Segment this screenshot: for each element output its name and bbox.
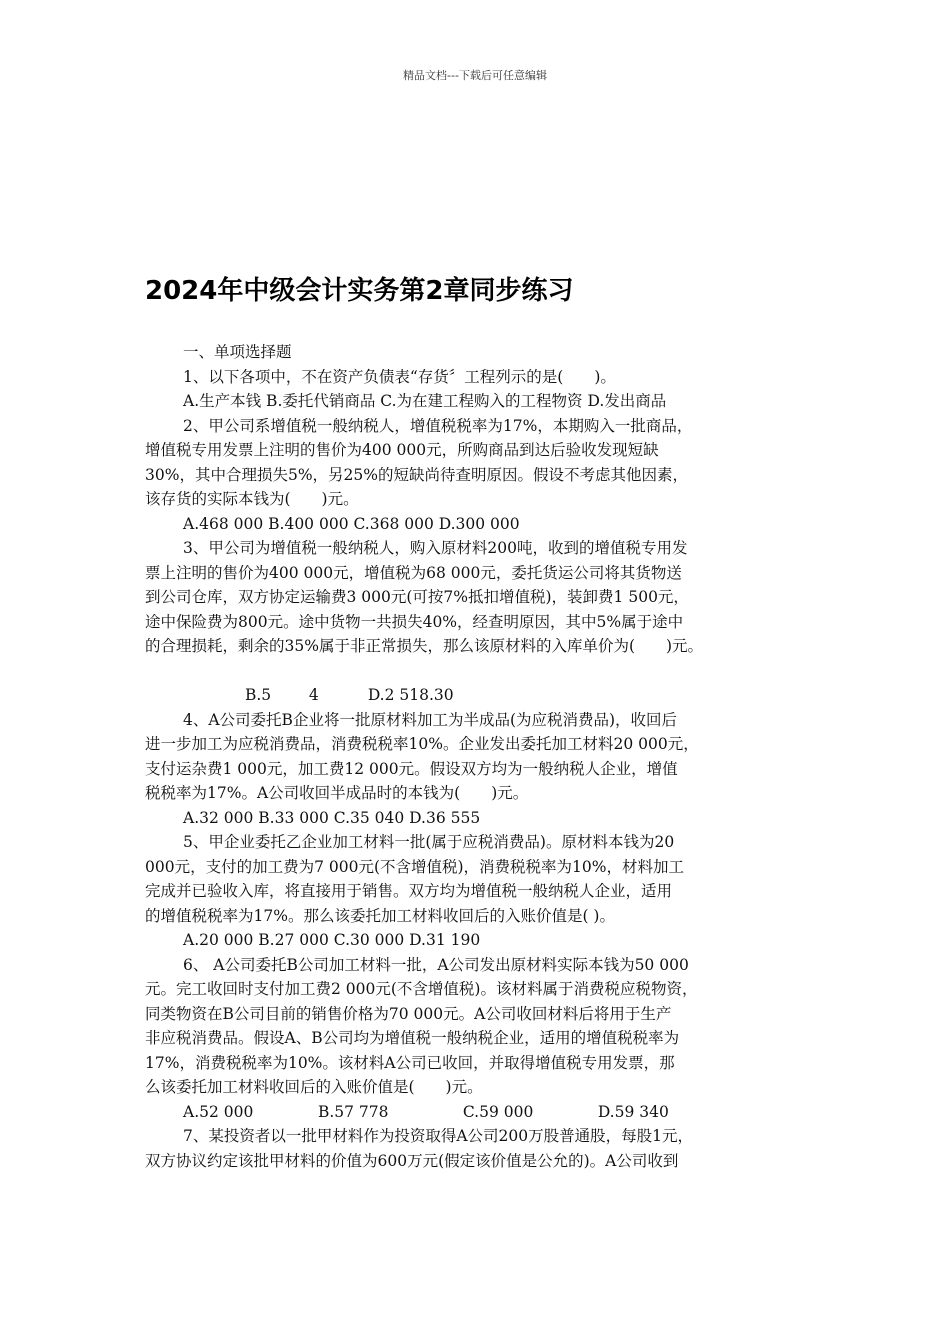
text-line: 5、甲企业委托乙企业加工材料一批(属于应税消费品)。原材料本钱为20 [183,833,675,851]
text-line: 进一步加工为应税消费品，消费税税率10%。企业发出委托加工材料20 000元， [145,735,699,753]
q3-option: 4 [308,686,319,704]
q3-options [145,683,825,708]
text-line: 双方协议约定该批甲材料的价值为600万元(假定该价值是公允的)。A公司收到 [145,1151,679,1170]
q6-options [145,1100,825,1125]
document-title: 2024年中级会计实务第2章同步练习 [145,276,574,306]
q3-option: D.2 518.30 [367,686,454,704]
text-line: 么该委托加工材料收回后的入账价值是( )元。 [145,1078,483,1096]
text-line: 000元，支付的加工费为7 000元(不含增值税)，消费税税率为10%，材料加工 [145,857,685,876]
text-line: 税税率为17%。A公司收回半成品时的本钱为( )元。 [145,784,529,802]
document-body [145,340,825,1173]
text-line: 30%，其中合理损失5%，另25%的短缺尚待查明原因。假设不考虑其他因素， [145,465,688,484]
text-line: A.20 000 B.27 000 C.30 000 D.31 190 [183,931,481,949]
text-line: 票上注明的售价为400 000元，增值税为68 000元，委托货运公司将其货物送 [145,563,682,582]
text-line: A.468 000 B.400 000 C.368 000 D.300 000 [183,514,520,533]
text-line: 同类物资在B公司目前的销售价格为70 000元。A公司收回材料后将用于生产 [145,1004,672,1023]
text-line: 一、单项选择题 [183,343,292,361]
text-line: A.生产本钱 B.委托代销商品 C.为在建工程购入的工程物资 D.发出商品 [183,392,667,410]
text-line: 4、A公司委托B企业将一批原材料加工为半成品(为应税消费品)，收回后 [183,710,678,729]
text-line: 7、某投资者以一批甲材料作为投资取得A公司200万股普通股，每股1元， [183,1127,694,1145]
text-line: 该存货的实际本钱为( )元。 [145,490,359,508]
text-line: 增值税专用发票上注明的售价为400 000元，所购商品到达后验收发现短缺 [145,441,659,459]
q6-option: D.59 340 [597,1102,669,1121]
text-line: 6、 A公司委托B公司加工材料一批，A公司发出原材料实际本钱为50 000 [183,955,689,974]
text-line: 支付运杂费1 000元，加工费12 000元。假设双方均为一般纳税人企业，增值 [145,759,678,778]
text-line: 1、以下各项中，不在资产负债表“存货〞工程列示的是( )。 [183,367,616,386]
text-line: 非应税消费品。假设A、B公司均为增值税一般纳税企业，适用的增值税税率为 [145,1029,680,1047]
text-line: 的合理损耗，剩余的35%属于非正常损失，那么该原材料的入库单价为( )元。 [145,637,704,655]
text-line: 完成并已验收入库，将直接用于销售。双方均为增值税一般纳税人企业，适用 [145,882,673,900]
text-line: 3、甲公司为增值税一般纳税人，购入原材料200吨，收到的增值税专用发 [183,539,688,557]
text-line: 的增值税税率为17%。那么该委托加工材料收回后的入账价值是( )。 [145,906,615,925]
text-line: 途中保险费为800元。途中货物一共损失40%，经查明原因，其中5%属于途中 [145,612,684,631]
q6-option: B.57 778 [317,1102,389,1121]
q6-option: A.52 000 [183,1102,254,1121]
blank-line [145,659,825,684]
text-line: 17%，消费税税率为10%。该材料A公司已收回，并取得增值税专用发票，那 [145,1053,675,1072]
text-line: 元。完工收回时支付加工费2 000元(不含增值税)。该材料属于消费税应税物资， [145,980,698,998]
q3-option: B.5 [244,686,272,704]
text-line: 2、甲公司系增值税一般纳税人，增值税税率为17%，本期购入一批商品， [183,416,693,435]
page-header: 精品文档---下载后可任意编辑 [403,69,547,82]
q6-option: C.59 000 [462,1102,534,1121]
text-line: A.32 000 B.33 000 C.35 040 D.36 555 [183,808,481,827]
text-line: 到公司仓库，双方协定运输费3 000元(可按7%抵扣增值税)，装卸费1 500元， [145,588,689,606]
